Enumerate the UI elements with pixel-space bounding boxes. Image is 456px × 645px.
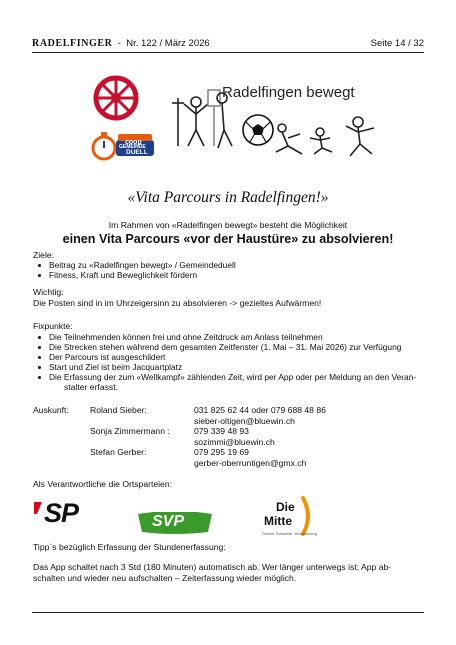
contact-email[interactable]: gerber-oberruntigen@gmx.ch	[194, 458, 307, 468]
brand-name: RADELFINGER	[32, 37, 113, 49]
ziele-label: Ziele:	[33, 250, 55, 260]
list-item: Fitness, Kraft und Beweglichkeit fördern	[33, 270, 236, 280]
mitte-arc-icon	[300, 496, 314, 536]
tipp-text-line-1: Das App schaltet nach 3 Std (180 Minuten) automatisch ab. Wer länger unterwegs ist; App ab-	[33, 562, 392, 572]
fixpunkte-label: Fixpunkte:	[33, 321, 73, 331]
fixpunkte-continuation: stalter erfasst.	[64, 382, 118, 392]
list-item: Beitrag zu «Radelfingen bewegt» / Gemeindeduell	[33, 260, 236, 270]
sp-logo-text: SP	[44, 498, 79, 528]
wheel-icon	[96, 78, 136, 118]
article-intro: Im Rahmen von «Radelfingen bewegt» besteht die Möglichkeit	[108, 220, 348, 230]
duell-label: DUELL	[126, 149, 148, 156]
sp-logo	[34, 500, 94, 530]
tipps-heading: Tipp`s bezüglich Erfassung der Stundenerfassung:	[33, 542, 226, 552]
list-item: Der Parcours ist ausgeschildert	[33, 352, 416, 362]
stopwatch-icon	[93, 132, 115, 159]
issue-info: Nr. 122 / März 2026	[126, 37, 210, 49]
page-header	[32, 34, 424, 52]
die-mitte-logo	[256, 496, 319, 546]
article-headline: einen Vita Parcours «vor der Haustüre» zu absolvieren!	[62, 232, 394, 246]
ziele-list	[33, 260, 236, 280]
article-title: «Vita Parcours in Radelfingen!»	[127, 189, 329, 206]
contact-phone: 031 825 62 44 oder 079 688 48 86	[194, 405, 326, 415]
header-left	[32, 38, 210, 49]
svp-logo-text: SVP	[152, 513, 185, 530]
fixpunkte-list	[33, 332, 416, 382]
contact-email[interactable]: sieber-oltigen@bluewin.ch	[194, 416, 295, 426]
coop-label: coop	[125, 139, 142, 146]
list-item: Die Erfassung der zum «Wellkampf» zählenden Zeit, wird per App oder per Meldung an den Veran-	[33, 372, 416, 382]
banner	[88, 68, 388, 168]
header-separator: -	[117, 37, 121, 49]
auskunft-label: Auskunft:	[33, 405, 69, 415]
page-number: Seite 14 / 32	[370, 37, 424, 49]
tipp-text-line-2: schalten und wieder neu aufschalten – Zeiterfassung wieder möglich.	[33, 573, 297, 583]
list-item: Die Teilnehmenden können frei und ohne Zeitdruck am Anlass teilnehmen	[33, 332, 416, 342]
football-icon	[243, 115, 273, 145]
contact-email[interactable]: sozimmi@bluewin.ch	[194, 437, 275, 447]
gemeinde-label: GEMEINDE	[119, 144, 146, 150]
wichtig-label: Wichtig:	[33, 287, 64, 297]
contact-phone: 079 295 19 69	[194, 447, 249, 457]
list-item: Start und Ziel ist beim Jacquartplatz	[33, 362, 416, 372]
wichtig-text: Die Posten sind in im Uhrzeigersinn zu absolvieren -> gezieltes Aufwärmen!	[33, 298, 322, 308]
banner-slogan: Radelfingen bewegt	[222, 84, 355, 101]
mitte-word-2: Mitte	[264, 514, 292, 528]
contact-name: Sonja Zimmermann :	[90, 426, 170, 436]
contact-name: Stefan Gerber:	[90, 447, 147, 457]
footer-rule	[32, 612, 424, 613]
mitte-word-1: Die	[276, 500, 295, 514]
contact-name: Roland Sieber:	[90, 405, 147, 415]
contact-phone: 079 339 48 93	[194, 426, 249, 436]
header-rule	[32, 52, 424, 53]
list-item: Die Strecken stehen während dem gesamten Zeitfenster (1. Mai – 31. Mai 2026) zur Verfügung	[33, 342, 416, 352]
svp-logo	[134, 512, 216, 534]
verantwortliche-text: Als Verantwortliche die Ortsparteien:	[33, 479, 172, 489]
mitte-tagline: Freiheit. Solidarität. Verantwortung.	[262, 532, 319, 536]
